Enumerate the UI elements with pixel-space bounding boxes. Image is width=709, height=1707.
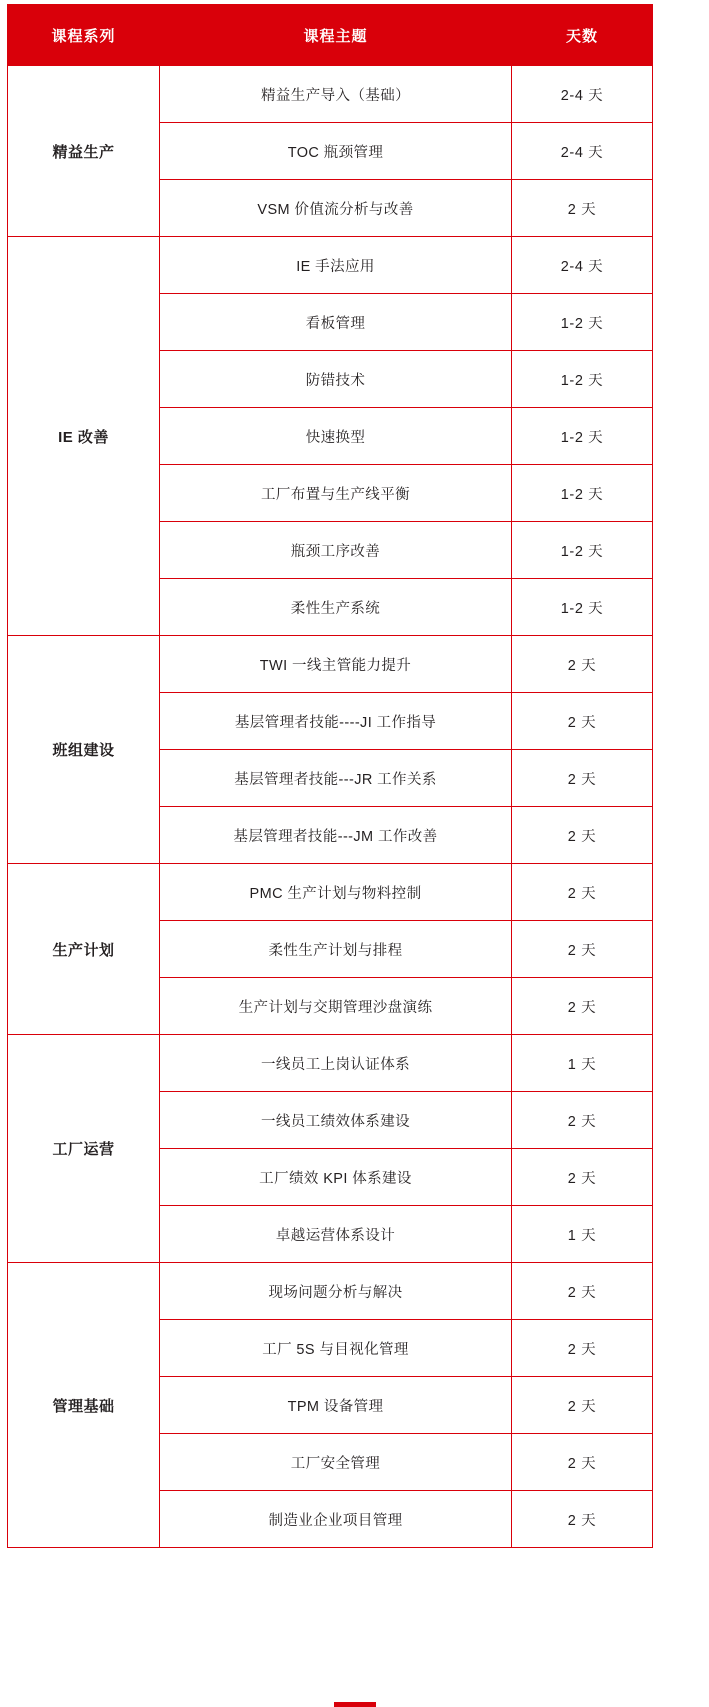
course-topic-cell: IE 手法应用 <box>160 237 512 294</box>
course-days-cell: 2 天 <box>512 693 653 750</box>
course-catalog-page <box>0 4 709 1707</box>
course-topic-cell: VSM 价值流分析与改善 <box>160 180 512 237</box>
course-topic-cell: 制造业企业项目管理 <box>160 1491 512 1548</box>
course-topic-cell: 防错技术 <box>160 351 512 408</box>
course-table <box>7 4 653 1548</box>
course-days-cell: 2 天 <box>512 864 653 921</box>
course-topic-cell: 工厂绩效 KPI 体系建设 <box>160 1149 512 1206</box>
course-days-cell: 1-2 天 <box>512 522 653 579</box>
course-topic-cell: TOC 瓶颈管理 <box>160 123 512 180</box>
course-series-cell: IE 改善 <box>8 237 160 636</box>
course-topic-cell: 瓶颈工序改善 <box>160 522 512 579</box>
course-topic-cell: 一线员工绩效体系建设 <box>160 1092 512 1149</box>
table-row <box>8 66 653 123</box>
table-row <box>8 1035 653 1092</box>
course-series-cell: 班组建设 <box>8 636 160 864</box>
table-header <box>8 5 653 66</box>
course-topic-cell: TPM 设备管理 <box>160 1377 512 1434</box>
course-days-cell: 1-2 天 <box>512 465 653 522</box>
course-topic-cell: PMC 生产计划与物料控制 <box>160 864 512 921</box>
course-days-cell: 2 天 <box>512 921 653 978</box>
course-days-cell: 1-2 天 <box>512 294 653 351</box>
course-topic-cell: 精益生产导入（基础） <box>160 66 512 123</box>
course-topic-cell: 卓越运营体系设计 <box>160 1206 512 1263</box>
course-days-cell: 2 天 <box>512 978 653 1035</box>
course-days-cell: 1-2 天 <box>512 579 653 636</box>
course-days-cell: 2 天 <box>512 1377 653 1434</box>
course-topic-cell: 现场问题分析与解决 <box>160 1263 512 1320</box>
table-body <box>8 66 653 1548</box>
course-days-cell: 1 天 <box>512 1206 653 1263</box>
course-days-cell: 2-4 天 <box>512 66 653 123</box>
table-row <box>8 864 653 921</box>
course-topic-cell: 工厂布置与生产线平衡 <box>160 465 512 522</box>
course-days-cell: 2 天 <box>512 1149 653 1206</box>
course-topic-cell: 工厂 5S 与目视化管理 <box>160 1320 512 1377</box>
course-days-cell: 2 天 <box>512 1263 653 1320</box>
table-row <box>8 237 653 294</box>
course-topic-cell: 快速换型 <box>160 408 512 465</box>
course-days-cell: 2 天 <box>512 180 653 237</box>
column-header-series: 课程系列 <box>8 5 160 66</box>
course-days-cell: 2 天 <box>512 807 653 864</box>
table-row <box>8 636 653 693</box>
course-days-cell: 1-2 天 <box>512 408 653 465</box>
course-days-cell: 2 天 <box>512 1320 653 1377</box>
course-days-cell: 2 天 <box>512 1092 653 1149</box>
course-series-cell: 管理基础 <box>8 1263 160 1548</box>
table-header-row <box>8 5 653 66</box>
course-series-cell: 生产计划 <box>8 864 160 1035</box>
course-topic-cell: 柔性生产系统 <box>160 579 512 636</box>
course-days-cell: 1-2 天 <box>512 351 653 408</box>
course-days-cell: 2-4 天 <box>512 237 653 294</box>
course-series-cell: 精益生产 <box>8 66 160 237</box>
course-topic-cell: 柔性生产计划与排程 <box>160 921 512 978</box>
course-days-cell: 2 天 <box>512 1434 653 1491</box>
course-topic-cell: TWI 一线主管能力提升 <box>160 636 512 693</box>
course-topic-cell: 基层管理者技能----JI 工作指导 <box>160 693 512 750</box>
course-topic-cell: 一线员工上岗认证体系 <box>160 1035 512 1092</box>
course-days-cell: 1 天 <box>512 1035 653 1092</box>
course-series-cell: 工厂运营 <box>8 1035 160 1263</box>
course-topic-cell: 生产计划与交期管理沙盘演练 <box>160 978 512 1035</box>
course-topic-cell: 基层管理者技能---JR 工作关系 <box>160 750 512 807</box>
course-topic-cell: 看板管理 <box>160 294 512 351</box>
column-header-topic: 课程主题 <box>160 5 512 66</box>
course-days-cell: 2 天 <box>512 636 653 693</box>
course-days-cell: 2 天 <box>512 750 653 807</box>
course-topic-cell: 工厂安全管理 <box>160 1434 512 1491</box>
course-topic-cell: 基层管理者技能---JM 工作改善 <box>160 807 512 864</box>
course-days-cell: 2-4 天 <box>512 123 653 180</box>
column-header-days: 天数 <box>512 5 653 66</box>
table-row <box>8 1263 653 1320</box>
course-days-cell: 2 天 <box>512 1491 653 1548</box>
